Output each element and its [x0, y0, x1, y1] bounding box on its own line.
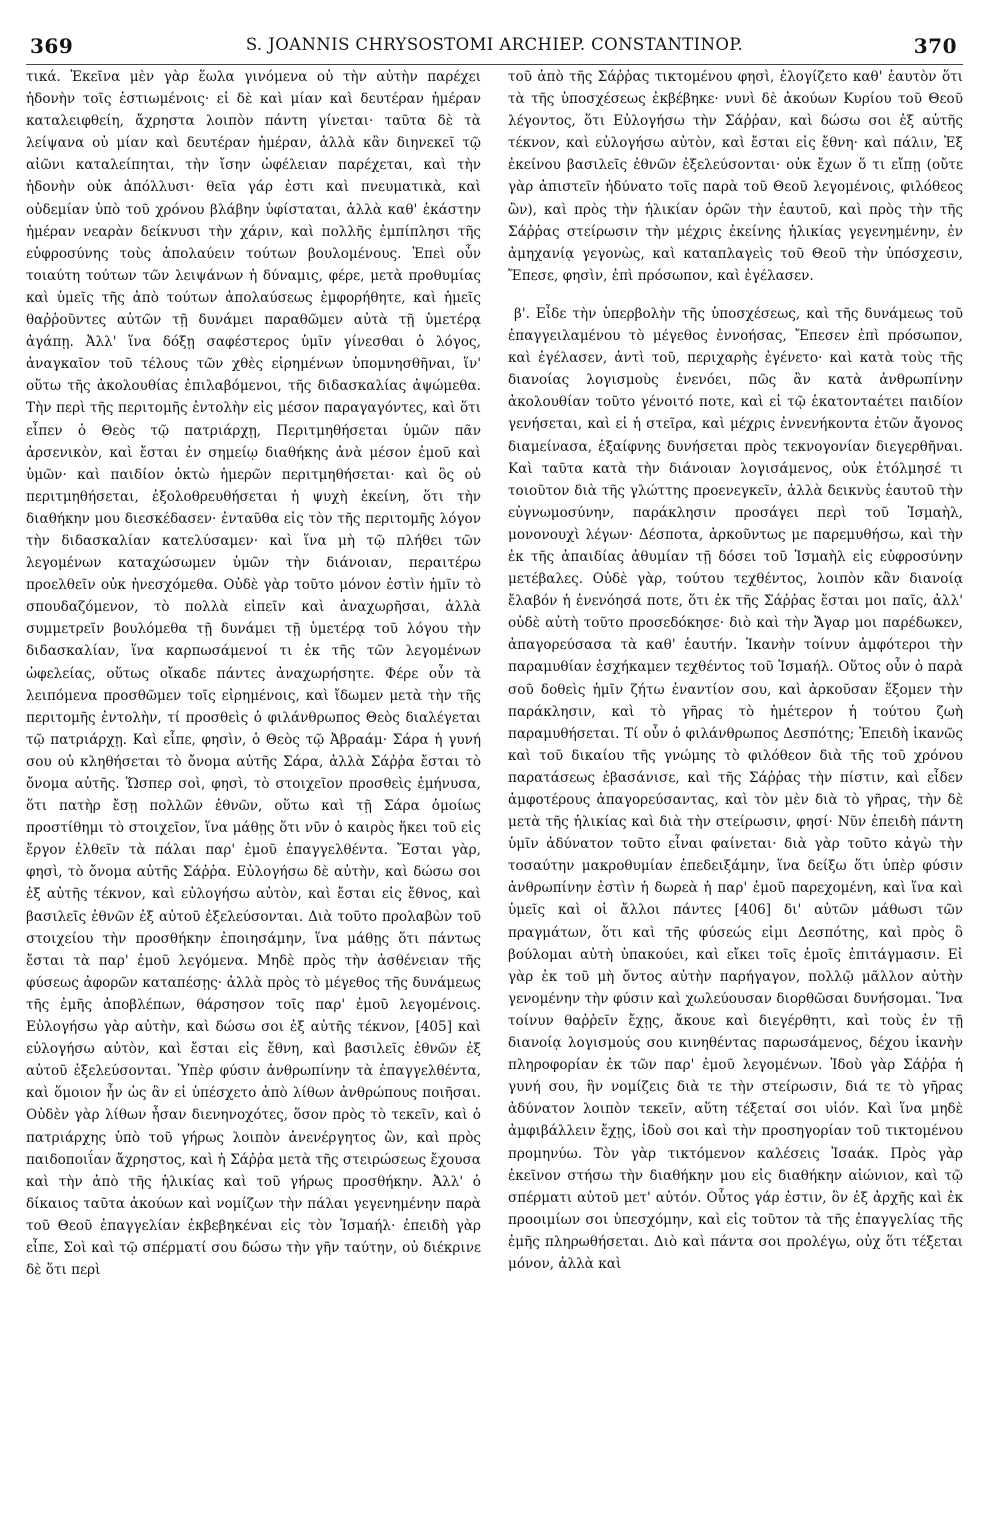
page-number-right: 370 — [913, 34, 957, 58]
page-number-left: 369 — [30, 34, 74, 58]
right-column — [508, 66, 963, 1526]
running-title: S. JOANNIS CHRYSOSTOMI ARCHIEP. CONSTANTINOP. — [245, 35, 744, 54]
page-header — [26, 30, 963, 65]
left-column-paragraph: τικά. Ἐκεῖνα μὲν γὰρ ἕωλα γινόμενα οὐ τὴν αὐτὴν παρέχει ἡδονὴν τοῖς ἑστιωμένοις· εἰ δὲ καὶ μίαν καὶ δευτέραν ἡμέραν καταλειφθείη, ἄχρηστα λοιπὸν πάντη γίνεται· ταῦτα δὲ τὰ λείψανα οὐ μίαν καὶ δευτέραν ἡμέραν, ἀλλὰ κἂν διηνεκεῖ τῷ αἰῶνι καταλείπηται, τὴν ἴσην ὠφέλειαν παρέχεται, καὶ τὴν ἡδονὴν οὐκ ἀπόλλυσι· θεῖα γάρ ἐστι καὶ πνευματικὰ, καὶ οὐδεμίαν ὑπὸ τοῦ χρόνου βλάβην ὑφίσταται, ἀλλὰ καθ' ἑκάστην ἡμέραν νεαρὰν δείκνυσι τὴν χάριν, καὶ πολλῆς ἐμπίπλησι τῆς εὐφροσύνης τοὺς ἀπολαύειν τούτων βουλομένους. Ἐπεὶ οὖν τοιαύτη τούτων τῶν λειψάνων ἡ δύναμις, φέρε, μετὰ προθυμίας καὶ ὑμεῖς τῆς ἀπὸ τούτων ἀπολαύσεως ἐμφορήθητε, καὶ ἡμεῖς θαῤῥοῦντες αὐτῶν τῇ δυνάμει παραθῶμεν αὐτὰ τῇ ὑμετέρᾳ ἀγάπῃ. Ἀλλ' ἵνα δόξῃ σαφέστερος ὑμῖν γίνεσθαι ὁ λόγος, ἀναγκαῖον τοῦ τέλους τῶν χθὲς εἰρημένων ὑπομνησθῆναι, ἵν' οὕτω τῆς ἀκολουθίας ἐπιλαβόμενοι, τῆς διδασκαλίας ἀψώμεθα. Τὴν περὶ τῆς περιτομῆς ἐντολὴν εἰς μέσον παραγαγόντες, καὶ ὅτι εἶπεν ὁ Θεὸς τῷ πατριάρχῃ, Περιτμηθήσεται ὑμῶν πᾶν ἀρσενικὸν, καὶ ἔσται ἐν σημείῳ διαθήκης ἀνὰ μέσον ἐμοῦ καὶ ὑμῶν· καὶ παιδίον ὀκτὼ ἡμερῶν περιτμηθήσεται· καὶ ὃς οὐ περιτμηθήσεται, ἐξολοθρευθήσεται ἡ ψυχὴ ἐκείνη, ὅτι τὴν διαθήκην μου διεσκέδασεν· ἐνταῦθα εἰς τὸν τῆς περιτομῆς λόγον τὴν διδασκαλίαν κατελύσαμεν· καὶ ἵνα μὴ τῷ πλήθει τῶν λεγομένων καταχώσωμεν ὑμῶν τὴν διάνοιαν, περαιτέρω προελθεῖν οὐκ ἠνεσχόμεθα. Οὐδὲ γὰρ τοῦτο μόνον ἐστὶν ἡμῖν τὸ σπουδαζόμενον, τὸ πολλὰ εἰπεῖν καὶ ἀναχωρῆσαι, ἀλλὰ συμμετρεῖν βουλόμεθα τῇ δυνάμει τῇ ὑμετέρᾳ τοῦ λόγου τὴν διδασκαλίαν, ἵνα καρπωσάμενοί τι ἐκ τῆς τῶν λεγομένων ὠφελείας, οὕτως οἴκαδε πάντες ἀναχωρήσητε. Φέρε οὖν τὰ λειπόμενα προσθῶμεν τοῖς εἰρημένοις, καὶ ἴδωμεν μετὰ τὴν τῆς περιτομῆς ἐντολὴν, τί προσθεὶς ὁ φιλάνθρωπος Θεὸς διαλέγεται τῷ πατριάρχῃ. Καὶ εἶπε, φησὶν, ὁ Θεὸς τῷ Ἀβραάμ· Σάρα ἡ γυνή σου οὐ κληθήσεται τὸ ὄνομα αὐτῆς Σάρα, ἀλλὰ Σάῤῥα ἔσται τὸ ὄνομα αὐτῆς. Ὥσπερ σοὶ, φησὶ, τὸ στοιχεῖον προσθεὶς ἐμήνυσα, ὅτι πατὴρ ἔσῃ πολλῶν ἐθνῶν, οὕτω καὶ τῇ Σάρα ὁμοίως προστίθημι τὸ στοιχεῖον, ἵνα μάθῃς ὅτι νῦν ὁ καιρὸς ἥκει τοῦ εἰς ἔργον ἐλθεῖν τὰ πάλαι παρ' ἐμοῦ ἐπαγγελθέντα. Ἔσται γὰρ, φησὶ, τὸ ὄνομα αὐτῆς Σάῤῥα. Εὐλογήσω δὲ αὐτὴν, καὶ δώσω σοι ἐξ αὐτῆς τέκνον, καὶ εὐλογήσω αὐτὸν, καὶ ἔσται εἰς ἔθνος, καὶ βασιλεῖς ἐθνῶν ἐξ αὐτοῦ ἐξελεύσονται. Διὰ τοῦτο προλαβὼν τοῦ στοιχείου τὴν προσθήκην ἐποιησάμην, ἵνα μάθῃς ὅτι πάντως ἔσται τὰ παρ' ἐμοῦ λεγόμενα. Μηδὲ πρὸς τὴν ἀσθένειαν τῆς φύσεως ἀφορῶν καταπέσῃς· ἀλλὰ πρὸς τὸ μέγεθος τῆς δυνάμεως τῆς ἐμῆς ἀποβλέπων, θάρσησον τοῖς παρ' ἐμοῦ λεγομένοις. Εὐλογήσω γὰρ αὐτὴν, καὶ δώσω σοι ἐξ αὐτῆς τέκνον, [405] καὶ εὐλογήσω αὐτὸν, καὶ ἔσται εἰς ἔθνη, καὶ βασιλεῖς ἐθνῶν ἐξ αὐτοῦ ἐξελεύσονται. Ὑπὲρ φύσιν ἀνθρωπίνην τὰ ἐπαγγελθέντα, καὶ ὅμοιον ἦν ὡς ἂν εἰ ὑπέσχετο ἀπὸ λίθων ἀνθρώπους ποιῆσαι. Οὐδὲν γὰρ λίθων ἦσαν διενηνοχότες, ὅσον πρὸς τὸ τεκεῖν, καὶ ὁ πατριάρχης ὑπὸ τοῦ γήρως λοιπὸν ἀνενέργητος ὢν, καὶ πρὸς παιδοποιΐαν ἄχρηστος, καὶ ἡ Σάῤῥα μετὰ τῆς στειρώσεως ἔχουσα καὶ τὴν ἀπὸ τῆς ἡλικίας καὶ τοῦ γήρως προσθήκην. Ἀλλ' ὁ δίκαιος ταῦτα ἀκούων καὶ νομίζων τὴν πάλαι γεγενημένην παρὰ τοῦ Θεοῦ ἐπαγγελίαν ἐκβεβηκέναι εἰς τὸν Ἰσμαήλ· ἐπειδὴ γὰρ εἶπε, Σοὶ καὶ τῷ σπέρματί σου δώσω τὴν γῆν ταύτην, οὐ διέκρινε δὲ ὅτι περὶ — [26, 69, 481, 1279]
left-column — [26, 66, 481, 1526]
right-column-paragraph-1: τοῦ ἀπὸ τῆς Σάῤῥας τικτομένου φησὶ, ἐλογίζετο καθ' ἑαυτὸν ὅτι τὰ τῆς ὑποσχέσεως ἐκβέβηκε· νυνὶ δὲ ἀκούων Κυρίου τοῦ Θεοῦ λέγοντος, ὅτι Εὐλογήσω τὴν Σάῤῥαν, καὶ δώσω σοι ἐξ αὐτῆς τέκνον, καὶ εὐλογήσω αὐτὸν, καὶ ἔσται εἰς ἔθνη· καὶ πάλιν, Ἐξ ἐκείνου βασιλεῖς ἐθνῶν ἐξελεύσονται· οὐκ ἔχων ὅ τι εἴπῃ (οὔτε γὰρ ἀπιστεῖν ἠδύνατο τοῖς παρὰ τοῦ Θεοῦ λεγομένοις, φιλόθεος ὢν), καὶ πρὸς τὴν ἡλικίαν ὁρῶν τὴν ἑαυτοῦ, καὶ πρὸς τὴν τῆς Σάῤῥας στείρωσιν τὴν μέχρις ἐκείνης ἡλικίας γεγενημένην, ἐν ἀμηχανίᾳ γεγονὼς, καὶ καταπλαγεὶς τοῦ Θεοῦ τὴν ὑπόσχεσιν, Ἔπεσε, φησὶν, ἐπὶ πρόσωπον, καὶ ἐγέλασεν. — [508, 69, 963, 284]
text-columns — [26, 66, 963, 1526]
right-column-paragraph-2: β'. Εἶδε τὴν ὑπερβολὴν τῆς ὑποσχέσεως, καὶ τῆς δυνάμεως τοῦ ἐπαγγειλαμένου τὸ μέγεθος ἐννοήσας, Ἔπεσεν ἐπὶ πρόσωπον, καὶ ἐγέλασεν, ἀντὶ τοῦ, περιχαρὴς ἐγένετο· καὶ κατὰ τοὺς τῆς διανοίας λογισμοὺς ἐνενόει, πῶς ἂν κατὰ ἀνθρωπίνην ἀκολουθίαν τοῦτο γένοιτό ποτε, καὶ εἰ τῷ ἑκατονταέτει παιδίον γενήσεται, καὶ εἰ ἡ στεῖρα, καὶ μέχρις ἐννενήκοντα ἐτῶν ἄγονος διαμείνασα, ἐξαίφνης δυνήσεται πρὸς τεκνογονίαν διεγερθῆναι. Καὶ ταῦτα κατὰ τὴν διάνοιαν λογισάμενος, οὐκ ἐτόλμησέ τι τοιοῦτον διὰ τῆς γλώττης προενεγκεῖν, ἀλλὰ δεικνὺς ἑαυτοῦ τὴν εὐγνωμοσύνην, παράκλησιν προσάγει περὶ τοῦ Ἰσμαὴλ, μονονουχὶ λέγων· Δέσποτα, ἀρκοῦντως με παρεμυθήσω, καὶ τὴν ἐκ τῆς ἀπαιδίας ἀθυμίαν τῇ δόσει τοῦ Ἰσμαὴλ εἰς εὐφροσύνην μετέβαλες. Οὐδὲ γὰρ, τούτου τεχθέντος, λοιπὸν κἂν διανοίᾳ ἔλαβόν ἡ ἐνενόησά ποτε, ὅτι ἐκ τῆς Σάῤῥας ἔσται μοι παῖς, ἀλλ' οὐδὲ αὐτὴ τοῦτο προσεδόκησε· διὸ καὶ τὴν Ἄγαρ μοι παρέδωκεν, ἀπαγορεύσασα τὰ καθ' ἑαυτήν. Ἱκανὴν τοίνυν ἀμφότεροι τὴν παραμυθίαν ἐσχήκαμεν τεχθέντος τοῦ Ἰσμαήλ. Οὕτος οὖν ὁ παρὰ σοῦ δοθεὶς ἡμῖν ζήτω ἐναντίον σου, καὶ ἀρκοῦσαν ἕξομεν τὴν παράκλησιν, καὶ τὸ γῆρας τὸ ἡμέτερον ἡ τούτου ζωὴ παραμυθήσεται. Τί οὖν ὁ φιλάνθρωπος Δεσπότης; Ἐπειδὴ ἱκανῶς καὶ τοῦ δικαίου τῆς γνώμης τὸ φιλόθεον διὰ τῆς τοῦ χρόνου παρατάσεως ἐβασάνισε, καὶ τῆς Σάῤῥας τὴν πίστιν, καὶ εἶδεν ἀμφοτέρους ἀπαγορεύσαντας, καὶ τὸν μὲν διὰ τὸ γῆρας, τὴν δὲ μετὰ τῆς ἡλικίας καὶ διὰ τὴν στείρωσιν, φησί· Νῦν ἐπειδὴ πάντη ὑμῖν ἀδύνατον τοῦτο εἶναι φαίνεται· διὰ γὰρ τοῦτο κἀγὼ τὴν τοσαύτην μακροθυμίαν ἐπεδειξάμην, ἵνα δείξω ὅτι ὑπὲρ φύσιν ἀνθρωπίνην ἐστὶν ἡ δωρεὰ ἡ παρ' ἐμοῦ παρεχομένη, καὶ ἵνα καὶ ὑμεῖς καὶ οἱ ἄλλοι πάντες [406] δι' αὐτῶν μάθωσι τῶν πραγμάτων, ὅτι καὶ τῆς φύσεώς εἰμι Δεσπότης, καὶ πρὸς ὃ βούλομαι αὐτὴ ὑπακούει, καὶ εἴκει τοῖς ἐμοῖς ἐπιτάγμασιν. Εἰ γὰρ ἐκ τοῦ μὴ ὄντος αὐτὴν παρήγαγον, πολλῷ μᾶλλον αὐτὴν γενομένην τὴν φύσιν καὶ χωλεύουσαν διορθῶσαι δυνήσομαι. Ἵνα τοίνυν θαῤῥεῖν ἔχῃς, ἄκουε καὶ διεγέρθητι, καὶ τοὺς ἐν τῇ διανοίᾳ λογισμούς σου κινηθέντας παρωσάμενος, δέχου ἱκανὴν πληροφορίαν ἐκ τῶν παρ' ἐμοῦ λεγομένων. Ἰδοὺ γὰρ Σάῤῥα ἡ γυνή σου, ἣν νομίζεις διὰ τε τὴν στείρωσιν, διά τε τὸ γῆρας ἀδύνατον λοιπὸν τεκεῖν, αὕτη τέξεταί σοι υἱόν. Καὶ ἵνα μηδὲ ἀμφιβάλλειν ἔχῃς, ἰδοὺ σοι καὶ τὴν προσηγορίαν τοῦ τικτομένου προμηνύω. Τὸν γὰρ τικτόμενον καλέσεις Ἰσαάκ. Πρὸς γὰρ ἐκεῖνον στήσω τὴν διαθήκην μου εἰς διαθήκην αἰώνιον, καὶ τῷ σπέρματι αὐτοῦ μετ' αὐτόν. Οὗτος γάρ ἐστιν, ὃν ἐξ ἀρχῆς καὶ ἐκ προοιμίων σοι ὑπεσχόμην, καὶ εἰς τοῦτον τὰ τῆς ἐπαγγελίας τῆς ἐμῆς πληρωθήσεται. Διὸ καὶ πάντα σοι προλέγω, οὐχ ὅτι τέξεται μόνον, ἀλλὰ καὶ — [508, 305, 963, 1272]
